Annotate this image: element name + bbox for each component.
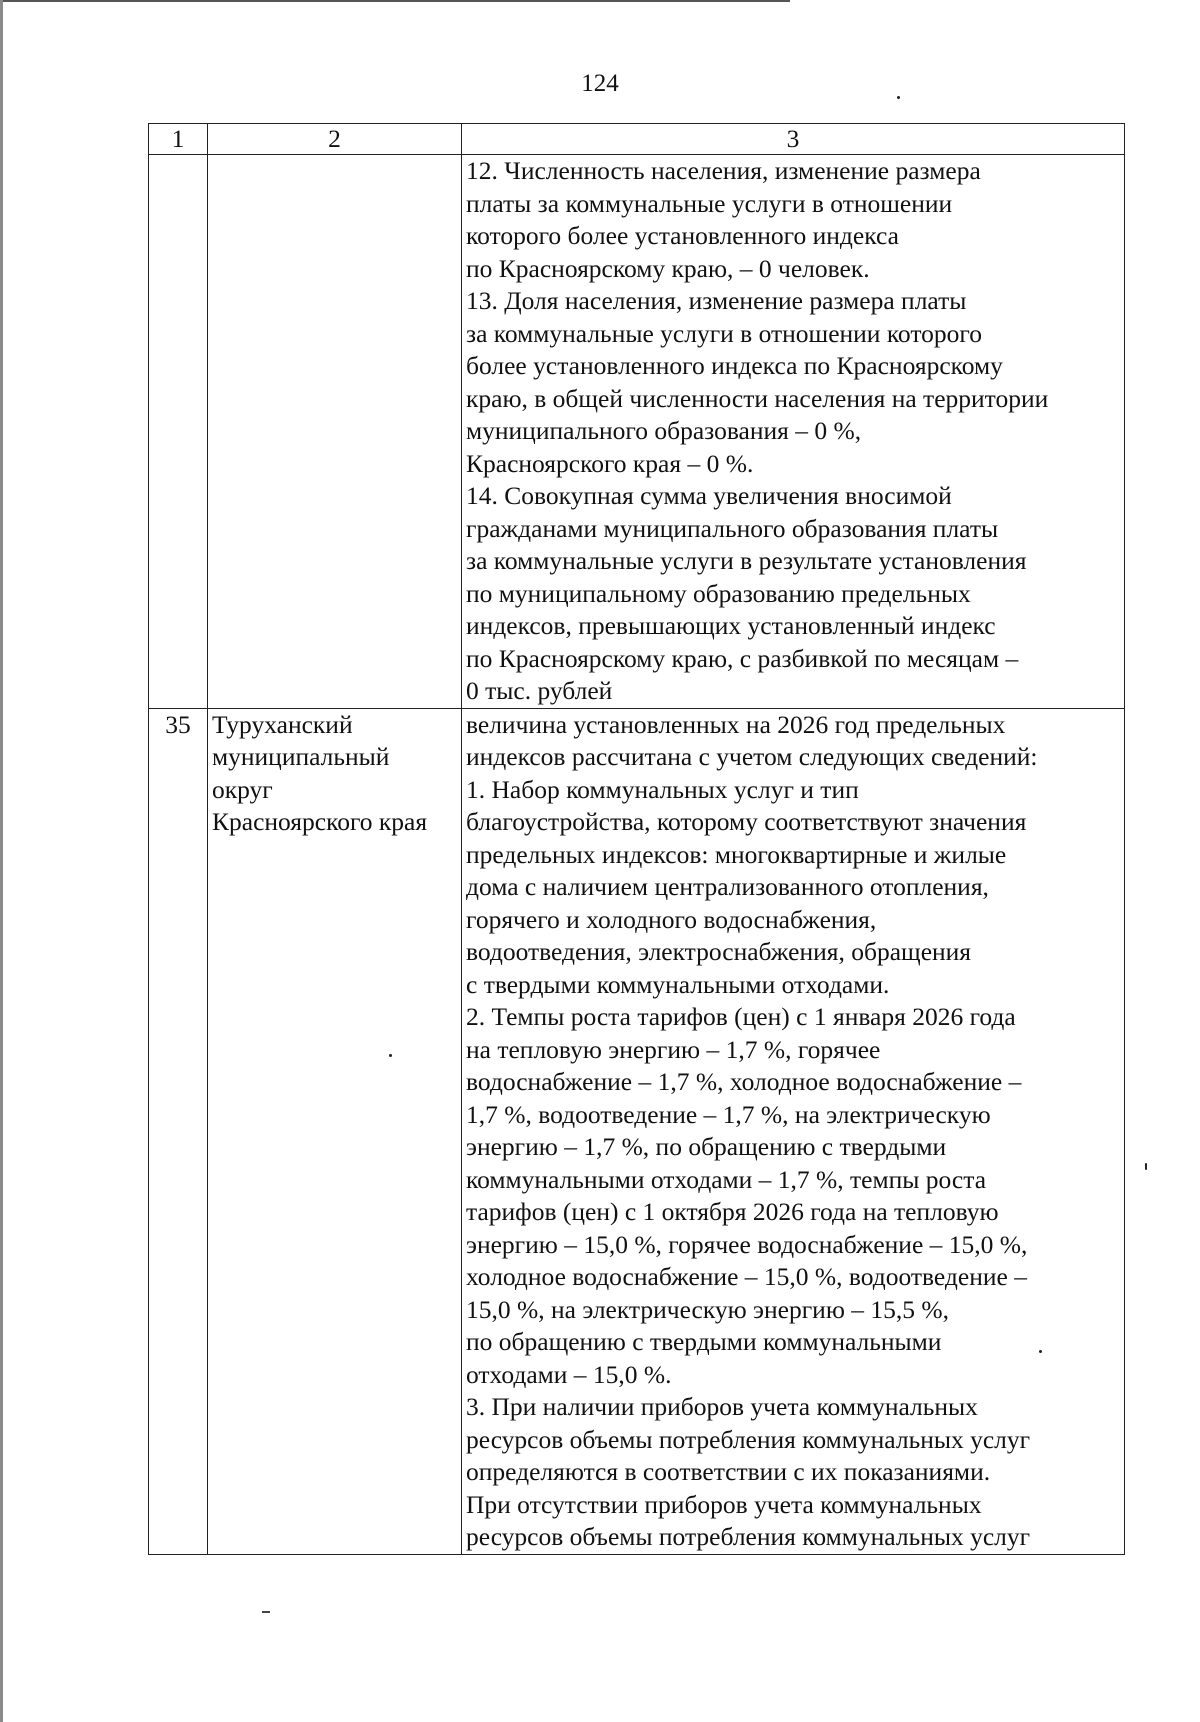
description-line: 0 тыс. рублей bbox=[466, 676, 613, 705]
description-line: энергию – 1,7 %, по обращению с твердыми bbox=[466, 1132, 947, 1161]
description-line: 3. При наличии приборов учета коммунальных bbox=[466, 1392, 978, 1421]
description-line: холодное водоснабжение – 15,0 %, водоотведение – bbox=[466, 1262, 1027, 1291]
scan-mark bbox=[262, 1611, 270, 1613]
description-line: отходами – 15,0 %. bbox=[466, 1359, 672, 1389]
description-line: 15,0 %, на электрическую энергию – 15,5 %, bbox=[466, 1294, 949, 1324]
municipality-name-line: Туруханский bbox=[212, 709, 353, 739]
description-line: на тепловую энергию – 1,7 %, горячее bbox=[466, 1034, 881, 1064]
table-row bbox=[149, 155, 1125, 709]
description-line: Красноярского края – 0 %. bbox=[466, 448, 754, 478]
description-line: водоотведения, электроснабжения, обращения bbox=[466, 937, 972, 966]
description-line: 1. Набор коммунальных услуг и тип bbox=[466, 774, 859, 804]
municipality-name-line: округ bbox=[212, 774, 273, 804]
scan-left-edge bbox=[0, 0, 3, 1722]
table-header-row bbox=[149, 124, 1125, 155]
description-line: определяются в соответствии с их показаниями. bbox=[466, 1457, 991, 1486]
description-line: по обращению с твердыми коммунальными bbox=[466, 1327, 942, 1356]
description-line: индексов, превышающих установленный индекс bbox=[466, 611, 996, 640]
description-line: 12. Численность населения, изменение размера bbox=[466, 156, 981, 185]
description-line: ресурсов объемы потребления коммунальных услуг bbox=[466, 1522, 1031, 1551]
indices-table bbox=[148, 123, 1125, 1555]
description-line: коммунальными отходами – 1,7 %, темпы роста bbox=[466, 1164, 987, 1194]
description-line: за коммунальные услуги в отношении которого bbox=[466, 318, 982, 348]
description-line: гражданами муниципального образования платы bbox=[466, 513, 999, 543]
header-col-1: 1 bbox=[149, 124, 208, 155]
scan-top-edge bbox=[0, 0, 790, 2]
description-line: дома с наличием централизованного отопления, bbox=[466, 872, 989, 901]
page-number: 124 bbox=[581, 70, 619, 97]
table-row bbox=[149, 708, 1125, 1554]
description-line: энергию – 15,0 %, горячее водоснабжение – 15,0 %, bbox=[466, 1229, 1028, 1259]
row-number: 35 bbox=[149, 708, 208, 1554]
description-line: за коммунальные услуги в результате установления bbox=[466, 546, 1027, 575]
description-line: При отсутствии приборов учета коммунальных bbox=[466, 1489, 982, 1519]
description-line: 2. Темпы роста тарифов (цен) с 1 января 2026 года bbox=[466, 1002, 1016, 1031]
municipality-name bbox=[208, 155, 462, 709]
description-line: более установленного индекса по Красноярскому bbox=[466, 351, 1003, 380]
description-line: величина установленных на 2026 год предельных bbox=[466, 709, 1006, 739]
description-line: 13. Доля населения, изменение размера платы bbox=[466, 286, 967, 315]
description-line: платы за коммунальные услуги в отношении bbox=[466, 188, 953, 218]
index-description bbox=[462, 155, 1125, 709]
description-line: водоснабжение – 1,7 %, холодное водоснабжение – bbox=[466, 1067, 1022, 1096]
description-line: по Красноярскому краю, – 0 человек. bbox=[466, 253, 870, 283]
description-line: горячего и холодного водоснабжения, bbox=[466, 904, 877, 934]
municipality-name-line: Красноярского края bbox=[212, 807, 428, 836]
municipality-name bbox=[208, 708, 462, 1554]
description-line: по Красноярскому краю, с разбивкой по месяцам – bbox=[466, 643, 1019, 673]
header-col-3: 3 bbox=[462, 124, 1125, 155]
scan-speck bbox=[1145, 1163, 1147, 1170]
description-line: предельных индексов: многоквартирные и жилые bbox=[466, 839, 1007, 869]
description-line: ресурсов объемы потребления коммунальных услуг bbox=[466, 1424, 1031, 1454]
description-line: благоустройства, которому соответствуют значения bbox=[466, 807, 1027, 836]
description-line: которого более установленного индекса bbox=[466, 221, 899, 250]
index-description bbox=[462, 708, 1125, 1554]
description-line: по муниципальному образованию предельных bbox=[466, 578, 971, 608]
municipality-name-line: муниципальный bbox=[212, 742, 390, 771]
description-line: с твердыми коммунальными отходами. bbox=[466, 969, 890, 999]
description-line: краю, в общей численности населения на территории bbox=[466, 383, 1049, 413]
row-number bbox=[149, 155, 208, 709]
description-line: тарифов (цен) с 1 октября 2026 года на тепловую bbox=[466, 1197, 999, 1226]
scan-speck bbox=[897, 96, 900, 99]
description-line: муниципального образования – 0 %, bbox=[466, 416, 862, 445]
description-line: 14. Совокупная сумма увеличения вносимой bbox=[466, 481, 952, 510]
description-line: индексов рассчитана с учетом следующих сведений: bbox=[466, 742, 1038, 771]
header-col-2: 2 bbox=[208, 124, 462, 155]
description-line: 1,7 %, водоотведение – 1,7 %, на электрическую bbox=[466, 1099, 991, 1129]
